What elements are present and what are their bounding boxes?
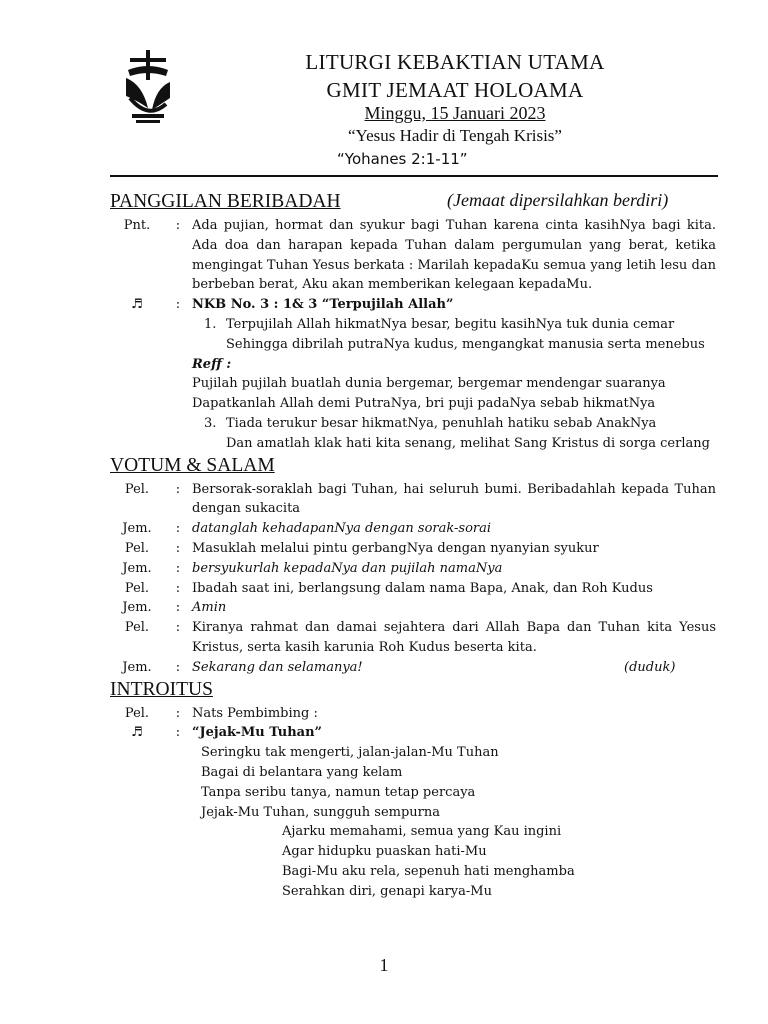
liturgy-row: [110, 480, 716, 520]
votum-heading: [110, 454, 716, 480]
colon: :: [175, 481, 181, 497]
reff-label: Reff :: [192, 356, 232, 372]
liturgy-text: Nats Pembimbing :: [192, 705, 318, 721]
speaker-label: Jem.: [122, 521, 152, 537]
liturgy-text: Masuklah melalui pintu gerbangNya dengan nyanyian syukur: [192, 540, 599, 556]
liturgy-row: [110, 216, 716, 295]
colon: :: [175, 560, 181, 576]
speaker-label: Pel.: [124, 705, 150, 721]
music-note-icon: ♬: [131, 297, 143, 313]
lyric-line: Tiada terukur besar hikmatNya, penuhlah hatiku sebab AnakNya: [226, 415, 657, 431]
colon: :: [175, 600, 181, 616]
introitus-heading: [110, 678, 716, 704]
colon: :: [175, 218, 181, 233]
lyric-line: Sehingga dibrilah putraNya kudus, mengangkat manusia serta menebus: [226, 336, 705, 352]
posture-instruction: (duduk): [624, 659, 676, 675]
colon: :: [175, 297, 181, 313]
song-title: “Jejak-Mu Tuhan”: [192, 725, 323, 741]
liturgy-row: [110, 658, 716, 678]
colon: :: [175, 659, 181, 675]
section-title: VOTUM & SALAM: [110, 454, 275, 476]
speaker-label: Pel.: [124, 481, 150, 497]
liturgy-text: Kiranya rahmat dan damai sejahtera dari Allah Bapa dan Tuhan kita Yesus Kristus, serta kasih karunia Roh Kudus beserta kita.: [192, 620, 716, 655]
lyric-line: Serahkan diri, genapi karya-Mu: [282, 883, 492, 899]
lyric-line: Dapatkanlah Allah demi PutraNya, bri puji padaNya sebab hikmatNya: [192, 396, 656, 412]
section-title: PANGGILAN BERIBADAH: [110, 191, 341, 212]
speaker-label: Jem.: [122, 659, 152, 675]
scripture-reference: “Yohanes 2:1-11”: [337, 150, 468, 168]
liturgy-row: [110, 704, 716, 724]
colon: :: [175, 705, 181, 721]
lyric-line: Dan amatlah klak hati kita senang, melihat Sang Kristus di sorga cerlang: [226, 435, 710, 451]
liturgy-text: Ada pujian, hormat dan syukur bagi Tuhan karena cinta kasihNya bagi kita. Ada doa dan harapan kepada Tuhan dalam pergumulan yang berat, ketika mengingat Tuhan Yesus berkata : Marilah kepadaKu semua yang letih lesu dan berbeban berat, Aku akan memberikan kelegaan kepadaMu.: [192, 218, 716, 293]
lyric-line: Tanpa seribu tanya, namun tetap percaya: [201, 784, 476, 800]
response-text: bersyukurlah kepadaNya dan pujilah namaNya: [192, 560, 503, 576]
church-logo: [122, 48, 174, 128]
verse-number: 3.: [204, 415, 217, 431]
lyric-line: Bagai di belantara yang kelam: [201, 764, 403, 780]
song-row: [110, 295, 716, 315]
document-title: LITURGI KEBAKTIAN UTAMA: [305, 50, 605, 74]
liturgy-text: Ibadah saat ini, berlangsung dalam nama Bapa, Anak, dan Roh Kudus: [192, 580, 653, 596]
panggilan-heading: [110, 190, 716, 216]
speaker-label: Pnt.: [123, 218, 151, 233]
lyric-line: Jejak-Mu Tuhan, sungguh sempurna: [201, 804, 441, 820]
header-divider: [110, 175, 718, 177]
verse-number: 1.: [204, 316, 217, 332]
service-date: Minggu, 15 Januari 2023: [364, 103, 546, 123]
response-text: datanglah kehadapanNya dengan sorak-sorai: [192, 521, 492, 537]
lyric-line: Agar hidupku puaskan hati-Mu: [282, 844, 487, 860]
lyric-line: Seringku tak mengerti, jalan-jalan-Mu Tuhan: [201, 745, 499, 761]
liturgy-row: [110, 519, 716, 539]
liturgy-body: [110, 190, 716, 902]
response-text: Sekarang dan selamanya!: [192, 659, 363, 675]
speaker-label: Pel.: [124, 540, 150, 556]
song-title: NKB No. 3 : 1& 3 “Terpujilah Allah”: [192, 297, 454, 313]
lyric-line: Pujilah pujilah buatlah dunia bergemar, bergemar mendengar suaranya: [192, 376, 666, 392]
liturgy-text: Bersorak-soraklah bagi Tuhan, hai seluruh bumi. Beribadahlah kepada Tuhan dengan sukacita: [192, 481, 716, 517]
colon: :: [175, 540, 181, 556]
colon: :: [175, 580, 181, 596]
speaker-label: Jem.: [122, 600, 152, 616]
sermon-theme: “Yesus Hadir di Tengah Krisis”: [348, 126, 562, 145]
response-text: Amin: [192, 600, 227, 616]
music-note-icon: ♬: [131, 725, 143, 741]
lyric-line: Ajarku memahami, semua yang Kau ingini: [282, 824, 562, 840]
colon: :: [175, 620, 181, 636]
colon: :: [175, 725, 181, 741]
lyric-line: Bagi-Mu aku rela, sepenuh hati menghamba: [282, 863, 575, 879]
section-title: INTROITUS: [110, 678, 213, 700]
page-number: 1: [379, 955, 389, 975]
liturgy-row: [110, 579, 716, 599]
lyric-line: Terpujilah Allah hikmatNya besar, begitu kasihNya tuk dunia cemar: [226, 316, 675, 332]
verse-3: [110, 414, 716, 454]
speaker-label: Jem.: [122, 560, 152, 576]
section-instruction: (Jemaat dipersilahkan berdiri): [447, 190, 669, 210]
congregation-name: GMIT JEMAAT HOLOAMA: [326, 78, 584, 102]
song-row: [110, 723, 716, 743]
colon: :: [175, 521, 181, 537]
verse-1: [110, 315, 716, 355]
speaker-label: Pel.: [124, 580, 150, 596]
speaker-label: Pel.: [124, 620, 150, 636]
liturgy-row: [110, 559, 716, 579]
liturgy-row: [110, 539, 716, 559]
liturgy-row: [110, 618, 716, 658]
liturgy-row: [110, 598, 716, 618]
